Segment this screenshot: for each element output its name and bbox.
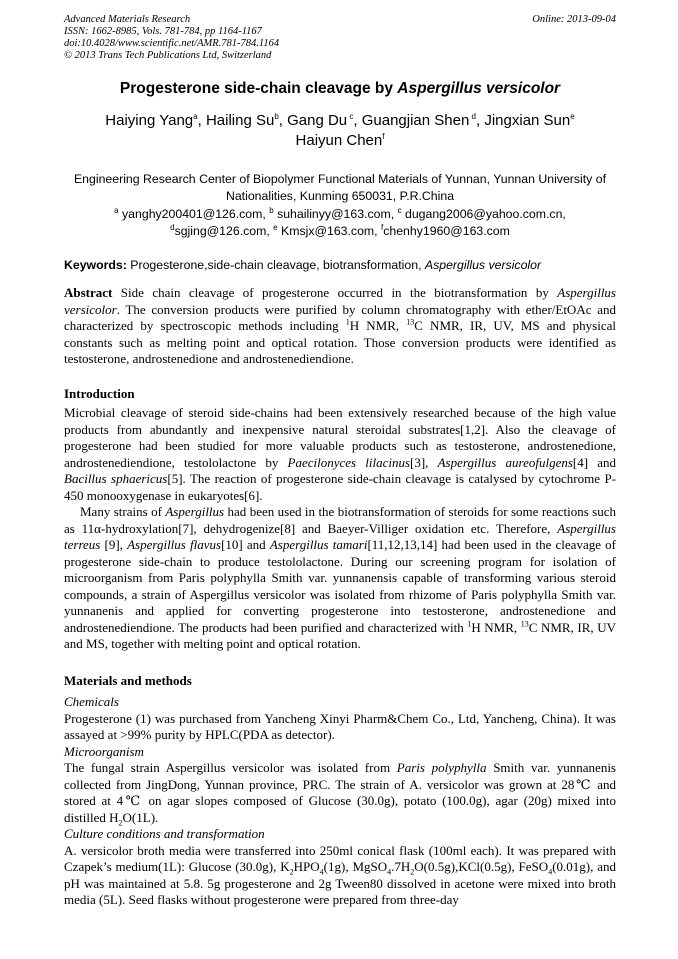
doi-line: doi:10.4028/www.scientific.net/AMR.781-784.1164 xyxy=(64,38,280,49)
author-name: Hailing Su xyxy=(205,112,275,129)
subheading-chemicals: Chemicals xyxy=(64,694,119,709)
copyright-line: © 2013 Trans Tech Publications Ltd, Switzerland xyxy=(64,50,272,61)
keywords-label: Keywords: xyxy=(64,258,127,272)
email-address: dugang2006@yahoo.com.cn, xyxy=(401,207,566,221)
paragraph: A. versicolor broth media were transferred into 250ml conical flask (100ml each). It was prepared with Czapek’s medium(1L): Glucose (30.0g), $K_2HPO_4(1g)$, $MgSO_4.7H_2O(0.5g),KCl(0.5g)$, FeSO$_4$(0.01g), and pH was maintained at 5.8. 5g progesterone and 2g Tween80 dissolved in acetone were mixed into broth media (5L). Seed flasks without progesterone were prepared from three-day xyxy=(64,842,616,907)
author-name: Haiyun Chen xyxy=(295,132,383,149)
online-date: Online: 2013-09-04 xyxy=(532,14,616,25)
methods-body xyxy=(64,694,616,909)
paragraph: Microbial cleavage of steroid side-chains had been extensively researched because of the high value products from abundantly and inexpensive natural steroidal substrates[1,2]. Also the cleavage of progesterone had been studied for more valuable products such as testosterone, androstenedione, androstenediendione, testololactone by Paecilonyces lilacinus[3], Aspergillus aureofulgens[4] and Bacillus sphaericus[5]. The reaction of progesterone side-chain cleavage is catalysed by cytochrome P-450 monooxygenase in eukaryotes[6]. xyxy=(64,405,616,503)
abstract-label: Abstract xyxy=(64,285,113,300)
author-list xyxy=(64,111,616,151)
issn-line: ISSN: 1662-8985, Vols. 781-784, pp 1164-1167 xyxy=(64,26,262,37)
author-line-1: Haiying Yang$^a$, Hailing Su$^b$, Gang Du $^c$, Guangjian Shen $^d$, Jingxian Sun$^e$ xyxy=(105,112,575,129)
title-species: Aspergillus versicolor xyxy=(397,80,561,97)
author-name: Haiying Yang xyxy=(105,112,194,129)
author-sup: e xyxy=(570,112,575,121)
author-sup: d xyxy=(469,112,476,121)
section-heading-introduction: Introduction xyxy=(64,386,135,401)
email-address: suhailinyy@163.com, xyxy=(273,207,398,221)
author-sup: a xyxy=(193,112,198,121)
subheading-culture: Culture conditions and transformation xyxy=(64,826,265,841)
title-main: Progesterone side-chain cleavage by xyxy=(119,80,398,97)
email-address: sgjing@126.com, xyxy=(174,223,274,238)
email-address: yanghy200401@126.com, xyxy=(118,207,270,221)
author-line-2 xyxy=(64,131,616,151)
email-address: Kmsjx@163.com, xyxy=(277,223,381,238)
keywords: Keywords: Progesterone,side-chain cleavage, biotransformation, Aspergillus versicolor xyxy=(64,258,542,272)
author-name: Jingxian Sun xyxy=(484,112,571,129)
paragraph: Many strains of Aspergillus had been used in the biotransformation of steroids for some reactions such as 11α-hydroxylation[7], dehydrogenize[8] and Baeyer-Villiger oxidation etc. Therefore, Aspergillus terreus [9], Aspergillus flavus[10] and Aspergillus tamari[11,12,13,14] had been used in the cleavage of progesterone side-chain to produce testololactone. During our screening program for isolation of microorganism from Paris polyphylla Smith var. yunnanensis capable of transforming various steroid compounds, a strain of Aspergillus versicolor was isolated from rhizome of Paris polyphylla Smith var. yunnanenis and applied for converting progesterone into testosterone, androstenedione and androstenediendione. The products had been purified and characterized with $^1$H NMR, $^{13}$C NMR, IR, UV and MS, together with melting point and optical rotation. xyxy=(64,504,616,651)
author-sup: f xyxy=(382,132,385,141)
section-heading-methods: Materials and methods xyxy=(64,673,192,688)
abstract: Abstract Side chain cleavage of progesterone occurred in the biotransformation by Aspergillus versicolor. The conversion products were purified by column chromatography with ether/EtOAc and characterized by spectroscopic methods including $^1$H NMR, $^{13}$C NMR, IR, UV, MS and physical constants such as melting point and optical rotation. Those conversion products were identified as testosterone, androstenedione and androstenediendione. xyxy=(64,285,616,366)
journal-name: Advanced Materials Research xyxy=(64,14,191,25)
introduction-body xyxy=(64,405,616,653)
email-address: chenhy1960@163.com xyxy=(383,223,510,238)
author-sup: c xyxy=(347,112,354,121)
subheading-microorganism: Microorganism xyxy=(64,743,144,759)
running-header xyxy=(64,14,616,62)
email-list: $^a$ yanghy200401@126.com, $^b$ suhailinyy@163.com, $^c$ dugang2006@yahoo.com.cn, $^d$sgjing@126.com, $^e$ Kmsjx@163.com, $^f$chenhy1960@163.com xyxy=(114,205,566,238)
paragraph: The fungal strain Aspergillus versicolor was isolated from Paris polyphylla Smith var. yunnanenis collected from JingDong, Yunnan province, PRC. The strain of A. versicolor was grown at 28℃ and stored at 4℃ on agar slopes composed of Glucose (30.0g), potato (100.0g), agar (20g) mixed into distilled $H_2O(1L)$. xyxy=(64,760,616,828)
author-sup: b xyxy=(274,112,279,121)
paper-title xyxy=(64,80,616,98)
affiliation: Engineering Research Center of Biopolymer Functional Materials of Yunnan, Yunnan University of Nationalities, Kunming 650031, P.R.China xyxy=(73,172,607,203)
author-name: Guangjian Shen xyxy=(361,112,470,129)
paragraph: Progesterone (1) was purchased from Yancheng Xinyi Pharm&Chem Co., Ltd, Yancheng, China). It was assayed at >99% purity by HPLC(PDA as detector). xyxy=(64,710,616,742)
author-name: Gang Du xyxy=(287,112,348,129)
